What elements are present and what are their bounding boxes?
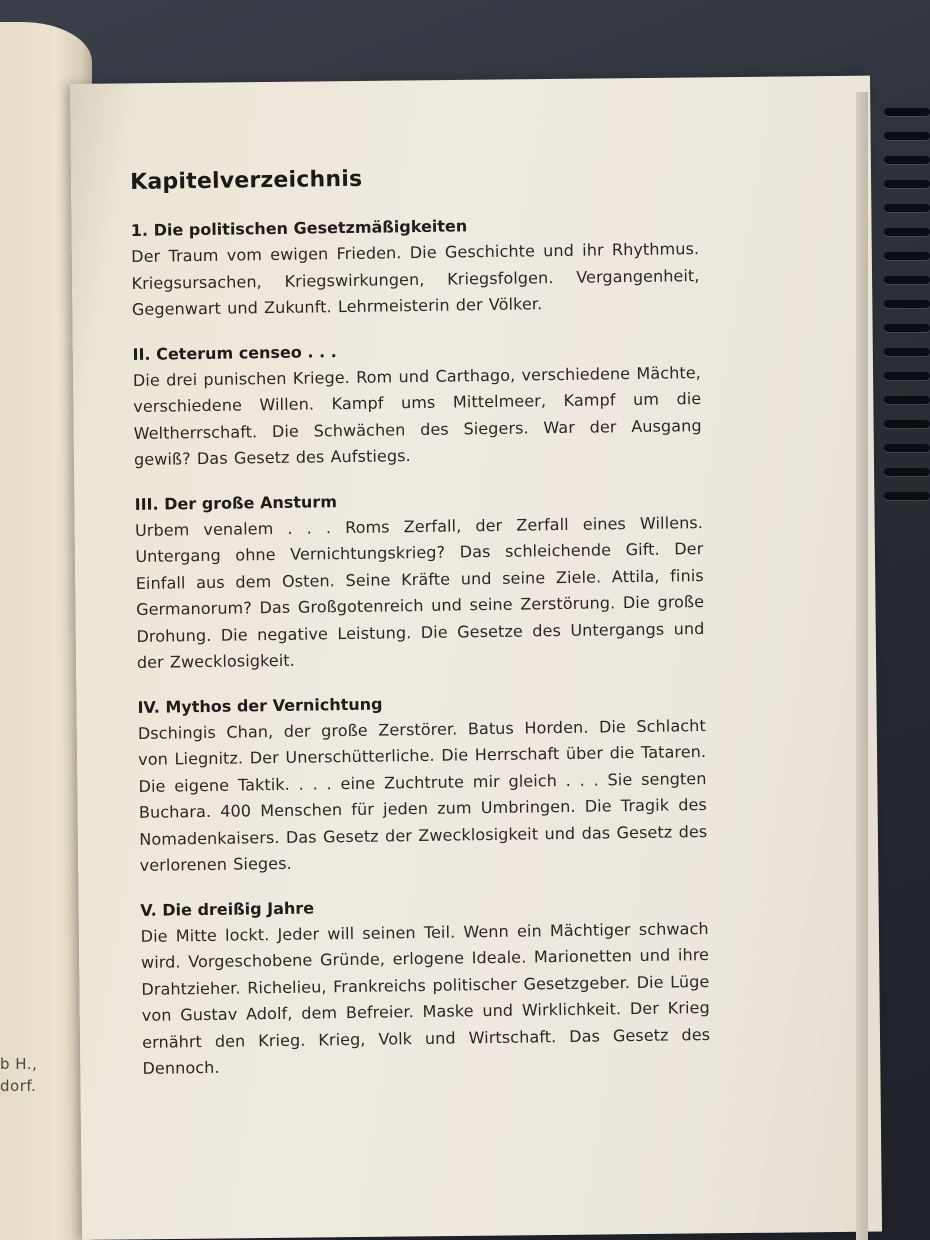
page-stack-edge [856,92,868,1240]
vent-slot [884,276,930,284]
chapter-entry [134,483,705,677]
page-title: Kapitelverzeichnis [130,166,363,195]
chapter-entry [137,686,708,880]
chapter-title: V. Die dreißig Jahre [140,898,315,920]
vent-slot [884,180,930,188]
chapter-summary: Die Mitte lockt. Jeder will seinen Teil. Wenn ein Mächtiger schwach wird. Vorgeschobene Gründe, erlogene Ideale. Marionetten und ihre Drahtzieher. Richelieu, Frankreichs politischer Gesetzgeber. Die Lüge von Gustav Adolf, dem Befreier. Maske und Wirklichkeit. Der Krieg ernährt den Krieg. Krieg, Volk und Wirtschaft. Das Gesetz des Dennoch. [140,918,711,1078]
vent-slot [884,372,930,380]
vent-slot [884,156,930,164]
vent-slot [884,324,930,332]
chapter-entry [140,888,711,1082]
device-vent-grille [884,108,930,528]
vent-slot [884,492,930,500]
chapter-title: 1. Die politischen Gesetzmäßigkeiten [130,216,468,240]
chapter-title: II. Ceterum censeo . . . [132,341,337,364]
chapter-summary: Die drei punischen Kriege. Rom und Carthago, verschiedene Mächte, verschiedene Willen. Kampf ums Mittelmeer, Kampf um die Weltherrschaft. Die Schwächen des Siegers. War der Ausgang gewiß? Das Gesetz des Aufstiegs. [132,362,702,469]
vent-slot [884,420,930,428]
chapter-summary: Urbem venalem . . . Roms Zerfall, der Zerfall eines Willens. Untergang ohne Vernichtungskrieg? Das schleichende Gift. Der Einfall aus dem Osten. Seine Kräfte und seine Ziele. Attila, finis Germanorum? Das Großgotenreich und seine Zerstörung. Die große Drohung. Die negative Leistung. Die Gesetze des Untergangs und der Zwecklosigkeit. [134,512,705,672]
vent-slot [884,204,930,212]
vent-slot [884,300,930,308]
chapter-summary: Der Traum vom ewigen Frieden. Die Geschichte und ihr Rhythmus. Kriegsursachen, Kriegswirkungen, Kriegsfolgen. Vergangenheit, Gegenwart und Zukunft. Lehrmeisterin der Völker. [131,239,700,319]
chapter-summary: Dschingis Chan, der große Zerstörer. Batus Horden. Die Schlacht von Liegnitz. Der Unerschütterliche. Die Herrschaft über die Tataren. Die eigene Taktik. . . . eine Zuchtrute mir gleich . . . Sie sengten Buchara. 400 Menschen für jeden zum Umbringen. Die Tragik des Nomadenkaisers. Das Gesetz der Zwecklosigkeit und das Gesetz des verlorenen Sieges. [137,715,708,875]
vent-slot [884,252,930,260]
vent-slot [884,108,930,116]
vent-slot [884,132,930,140]
vent-slot [884,228,930,236]
vent-slot [884,444,930,452]
chapter-entry [132,333,702,474]
chapter-title: IV. Mythos der Vernichtung [137,694,383,717]
chapter-title: III. Der große Ansturm [134,491,338,514]
chapter-entry [131,209,700,323]
left-page-text-line: b H., [0,1055,38,1073]
vent-slot [884,396,930,404]
table-of-contents [130,162,711,1099]
left-page-text-line: dorf. [0,1077,37,1095]
vent-slot [884,348,930,356]
vent-slot [884,468,930,476]
